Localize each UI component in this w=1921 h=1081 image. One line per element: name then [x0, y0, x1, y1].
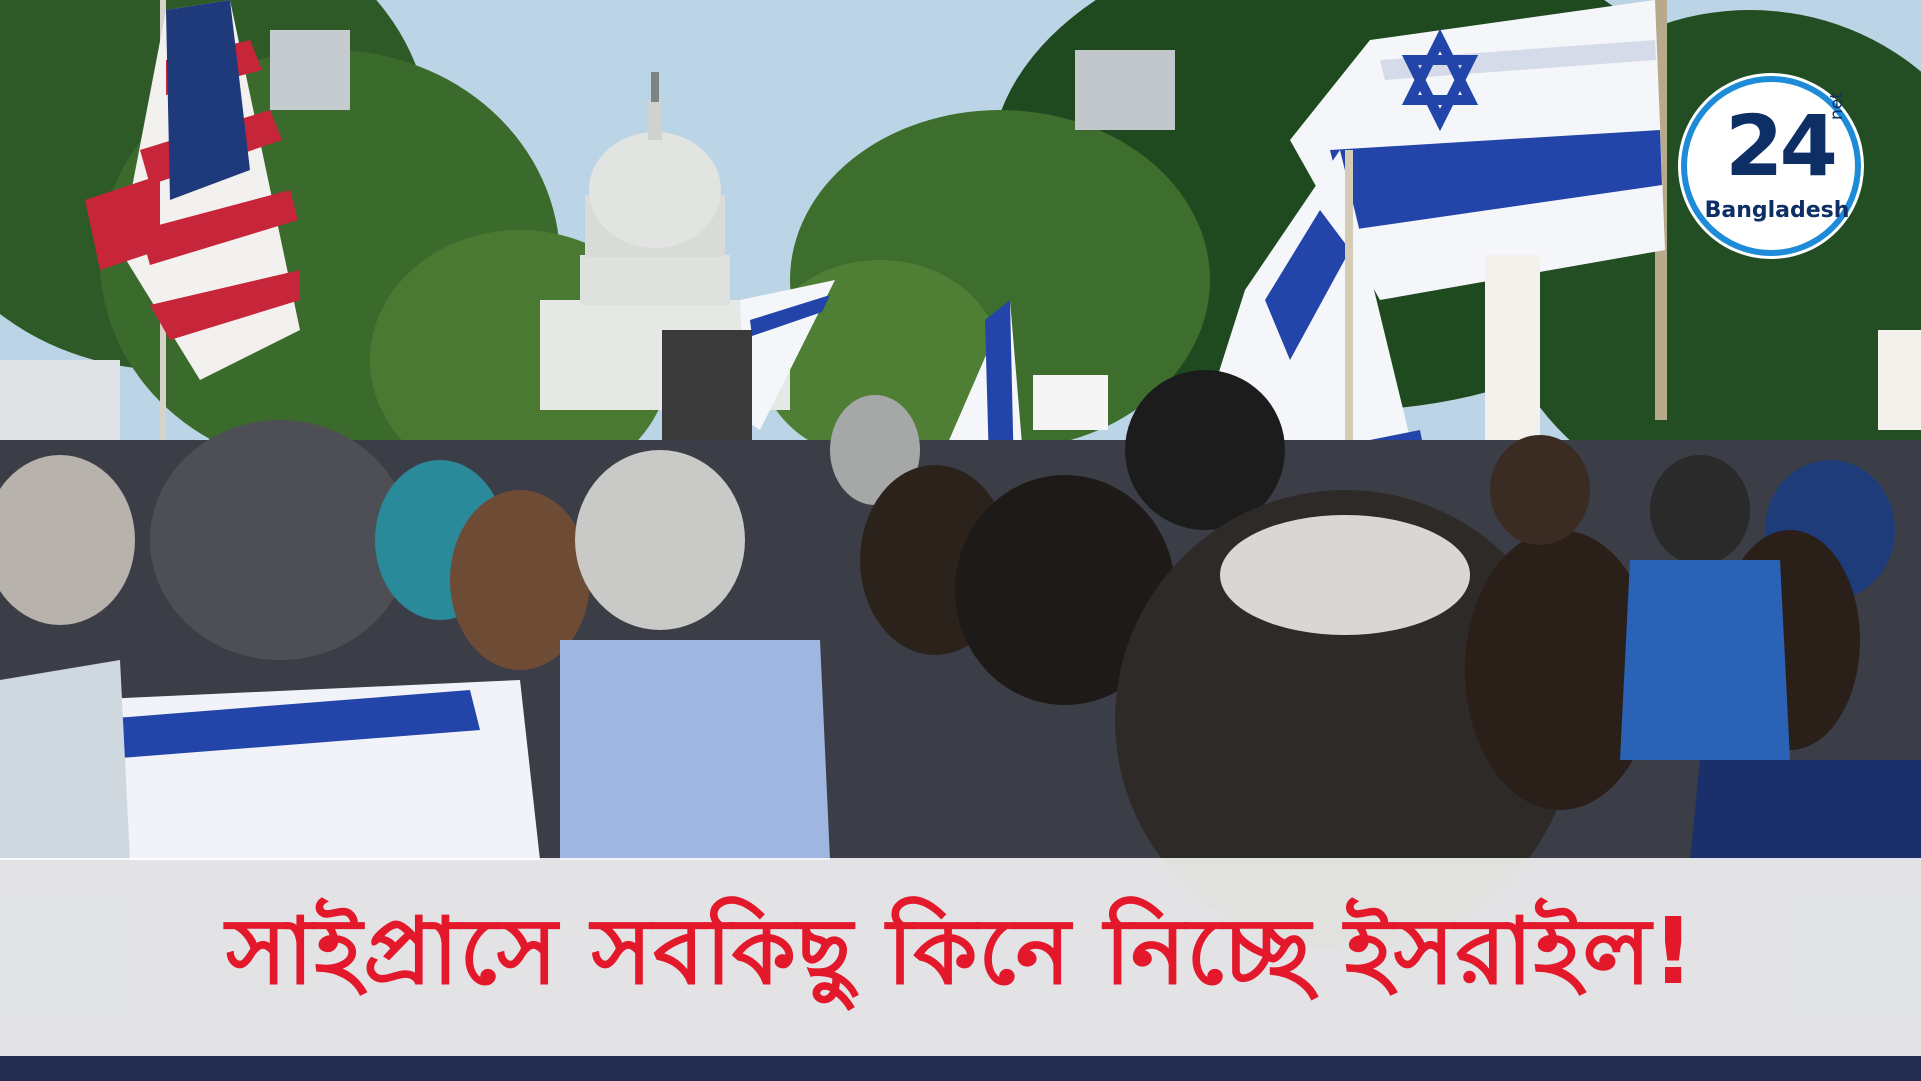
site-logo[interactable] [1681, 76, 1881, 256]
logo-name: Bangladesh [1704, 198, 1850, 223]
headline-banner [0, 858, 1921, 1056]
logo-number: 24 [1725, 97, 1834, 195]
bottom-strip [0, 1056, 1921, 1081]
protest-sign [1878, 330, 1921, 430]
protest-sign [1033, 375, 1108, 430]
logo-suffix: net [1827, 92, 1847, 120]
logo-ring [1681, 76, 1861, 256]
headline-text: সাইপ্রাসে সবকিছু কিনে নিচ্ছে ইসরাইল! [225, 898, 1696, 1005]
protest-sign [1485, 255, 1540, 455]
